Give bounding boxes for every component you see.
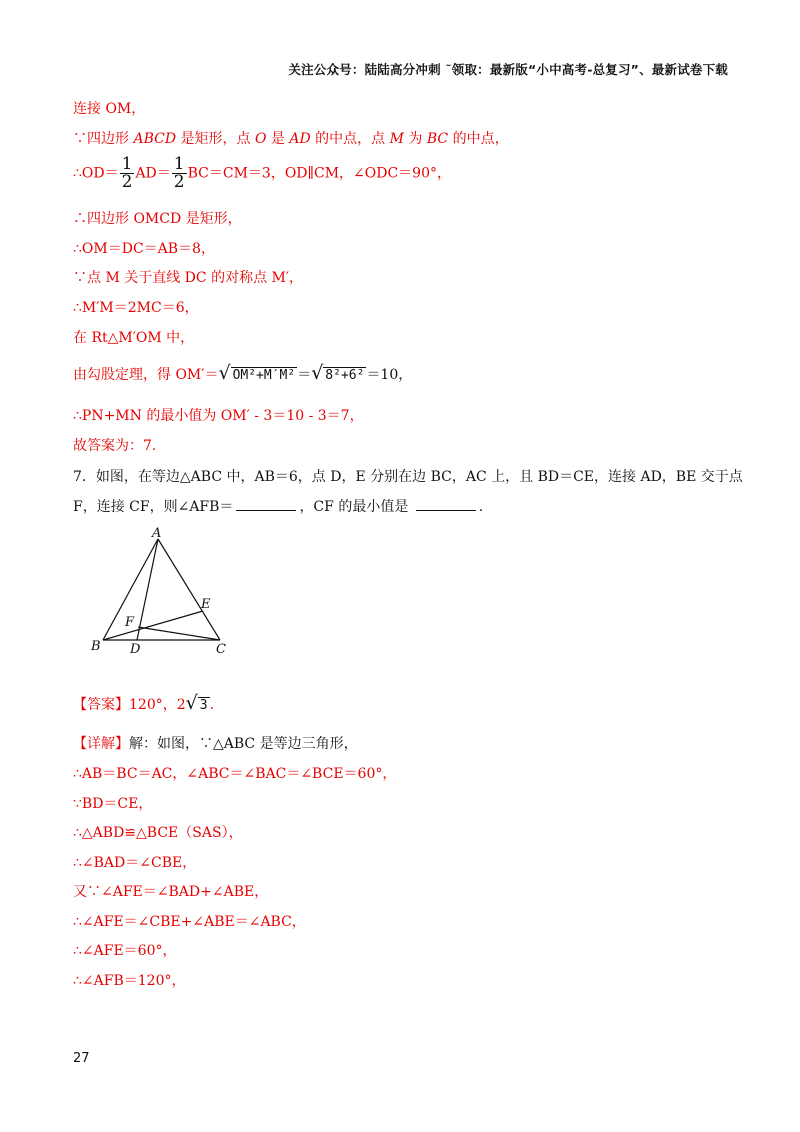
detail-line: 又∵∠AFE＝∠BAD+∠ABE， — [73, 884, 269, 900]
text-line: 故答案为：7. — [73, 438, 157, 454]
text-segment: . — [478, 499, 484, 515]
answer-value: 120°，2 — [129, 697, 186, 713]
fraction — [172, 156, 187, 191]
detail-line: ∵BD＝CE， — [73, 796, 153, 812]
text-segment: 为 — [403, 131, 427, 147]
side-AC — [158, 539, 220, 640]
answer-blank — [416, 498, 476, 511]
text-segment: ABCD — [133, 131, 177, 147]
fraction-numerator: 1 — [173, 154, 185, 174]
sqrt-radicand: OM²+M′M² — [232, 368, 296, 383]
detail-line: ∴∠AFE＝60°， — [73, 943, 177, 959]
label-E: E — [201, 597, 211, 612]
text-segment: 由勾股定理，得 OM′＝ — [73, 367, 219, 383]
segment-BE — [103, 611, 203, 640]
detail-line: ∴∠AFB＝120°， — [73, 973, 186, 989]
detail-line: ∴AB＝BC＝AC，∠ABC＝∠BAC＝∠BCE＝60°， — [73, 766, 397, 782]
label-C: C — [216, 642, 226, 657]
text-segment: 是矩形，点 — [176, 131, 255, 147]
segment-CF — [138, 627, 220, 640]
text-line: 在 Rt△M′OM 中， — [73, 330, 195, 346]
answer-blank — [236, 498, 296, 511]
triangle-figure — [88, 527, 248, 662]
detail-line: ∴∠AFE＝∠CBE+∠ABE＝∠ABC， — [73, 914, 306, 930]
fraction-denominator: 2 — [173, 172, 185, 192]
fraction-denominator: 2 — [121, 172, 133, 192]
label-A: A — [152, 527, 162, 541]
text-segment: O — [254, 131, 267, 147]
detail-line — [73, 733, 358, 753]
text-segment: BC — [426, 131, 449, 147]
text-line: ∴M′M＝2MC＝6， — [73, 300, 199, 316]
text-line: ∴PN+MN 的最小值为 OM′ - 3＝10 - 3＝7， — [73, 408, 364, 424]
detail-line: ∴∠BAD＝∠CBE， — [73, 855, 197, 871]
answer-label: 【答案】 — [73, 697, 129, 713]
text-segment: M — [389, 131, 404, 147]
sqrt-radicand: 8²+6² — [325, 368, 365, 383]
sqrt-expression: √ OM²+M′M² — [218, 362, 296, 384]
answer-line — [73, 692, 214, 714]
text-segment: ＝ — [297, 367, 312, 383]
page-header: 关注公众号：陆陆高分冲刺 ˜领取：最新版“小中高考-总复习”、最新试卷下载 — [288, 62, 728, 77]
fraction — [120, 156, 135, 191]
text-line: ∴OM＝DC＝AB＝8， — [73, 241, 215, 257]
label-D: D — [130, 642, 141, 657]
text-segment: 的中点， — [448, 131, 509, 147]
detail-label: 【详解】 — [73, 736, 129, 752]
text-line: ∵点 M 关于直线 DC 的对称点 M′， — [73, 270, 304, 286]
text-segment: F，连接 CF，则∠AFB＝ — [73, 499, 234, 515]
text-segment: . — [209, 697, 215, 713]
sqrt-radicand: 3 — [199, 698, 208, 713]
text-line: ∴四边形 OMCD 是矩形， — [73, 211, 242, 227]
text-segment: ，CF 的最小值是 — [299, 499, 413, 515]
page-number: 27 — [73, 1051, 90, 1066]
sqrt-expression: √ 8²+6² — [311, 362, 365, 384]
text-segment: 解：如图，∵△ABC 是等边三角形， — [129, 736, 358, 752]
text-line — [73, 128, 509, 148]
text-segment: ∵四边形 — [73, 131, 134, 147]
text-line — [73, 156, 451, 191]
question-line — [73, 496, 483, 516]
question-line: 7．如图，在等边△ABC 中，AB＝6，点 D，E 分别在边 BC，AC 上，且 BD＝CE，连接 AD，BE 交于点 — [73, 469, 743, 485]
fraction-numerator: 1 — [121, 154, 133, 174]
text-line — [73, 362, 412, 384]
sqrt-expression: √ 3 — [185, 692, 208, 714]
text-segment: AD＝ — [135, 165, 171, 182]
text-segment: ∴OD＝ — [73, 165, 119, 182]
text-segment: 的中点，点 — [310, 131, 390, 147]
detail-line: ∴△ABD≌△BCE（SAS）， — [73, 825, 243, 841]
text-segment: ＝10， — [366, 367, 413, 383]
text-line: 连接 OM， — [73, 101, 146, 117]
text-segment: 是 — [266, 131, 290, 147]
label-B: B — [91, 639, 101, 654]
text-segment: AD — [289, 131, 311, 147]
text-segment: BC＝CM＝3，OD∥CM，∠ODC＝90°， — [187, 165, 451, 182]
label-F: F — [125, 615, 135, 630]
